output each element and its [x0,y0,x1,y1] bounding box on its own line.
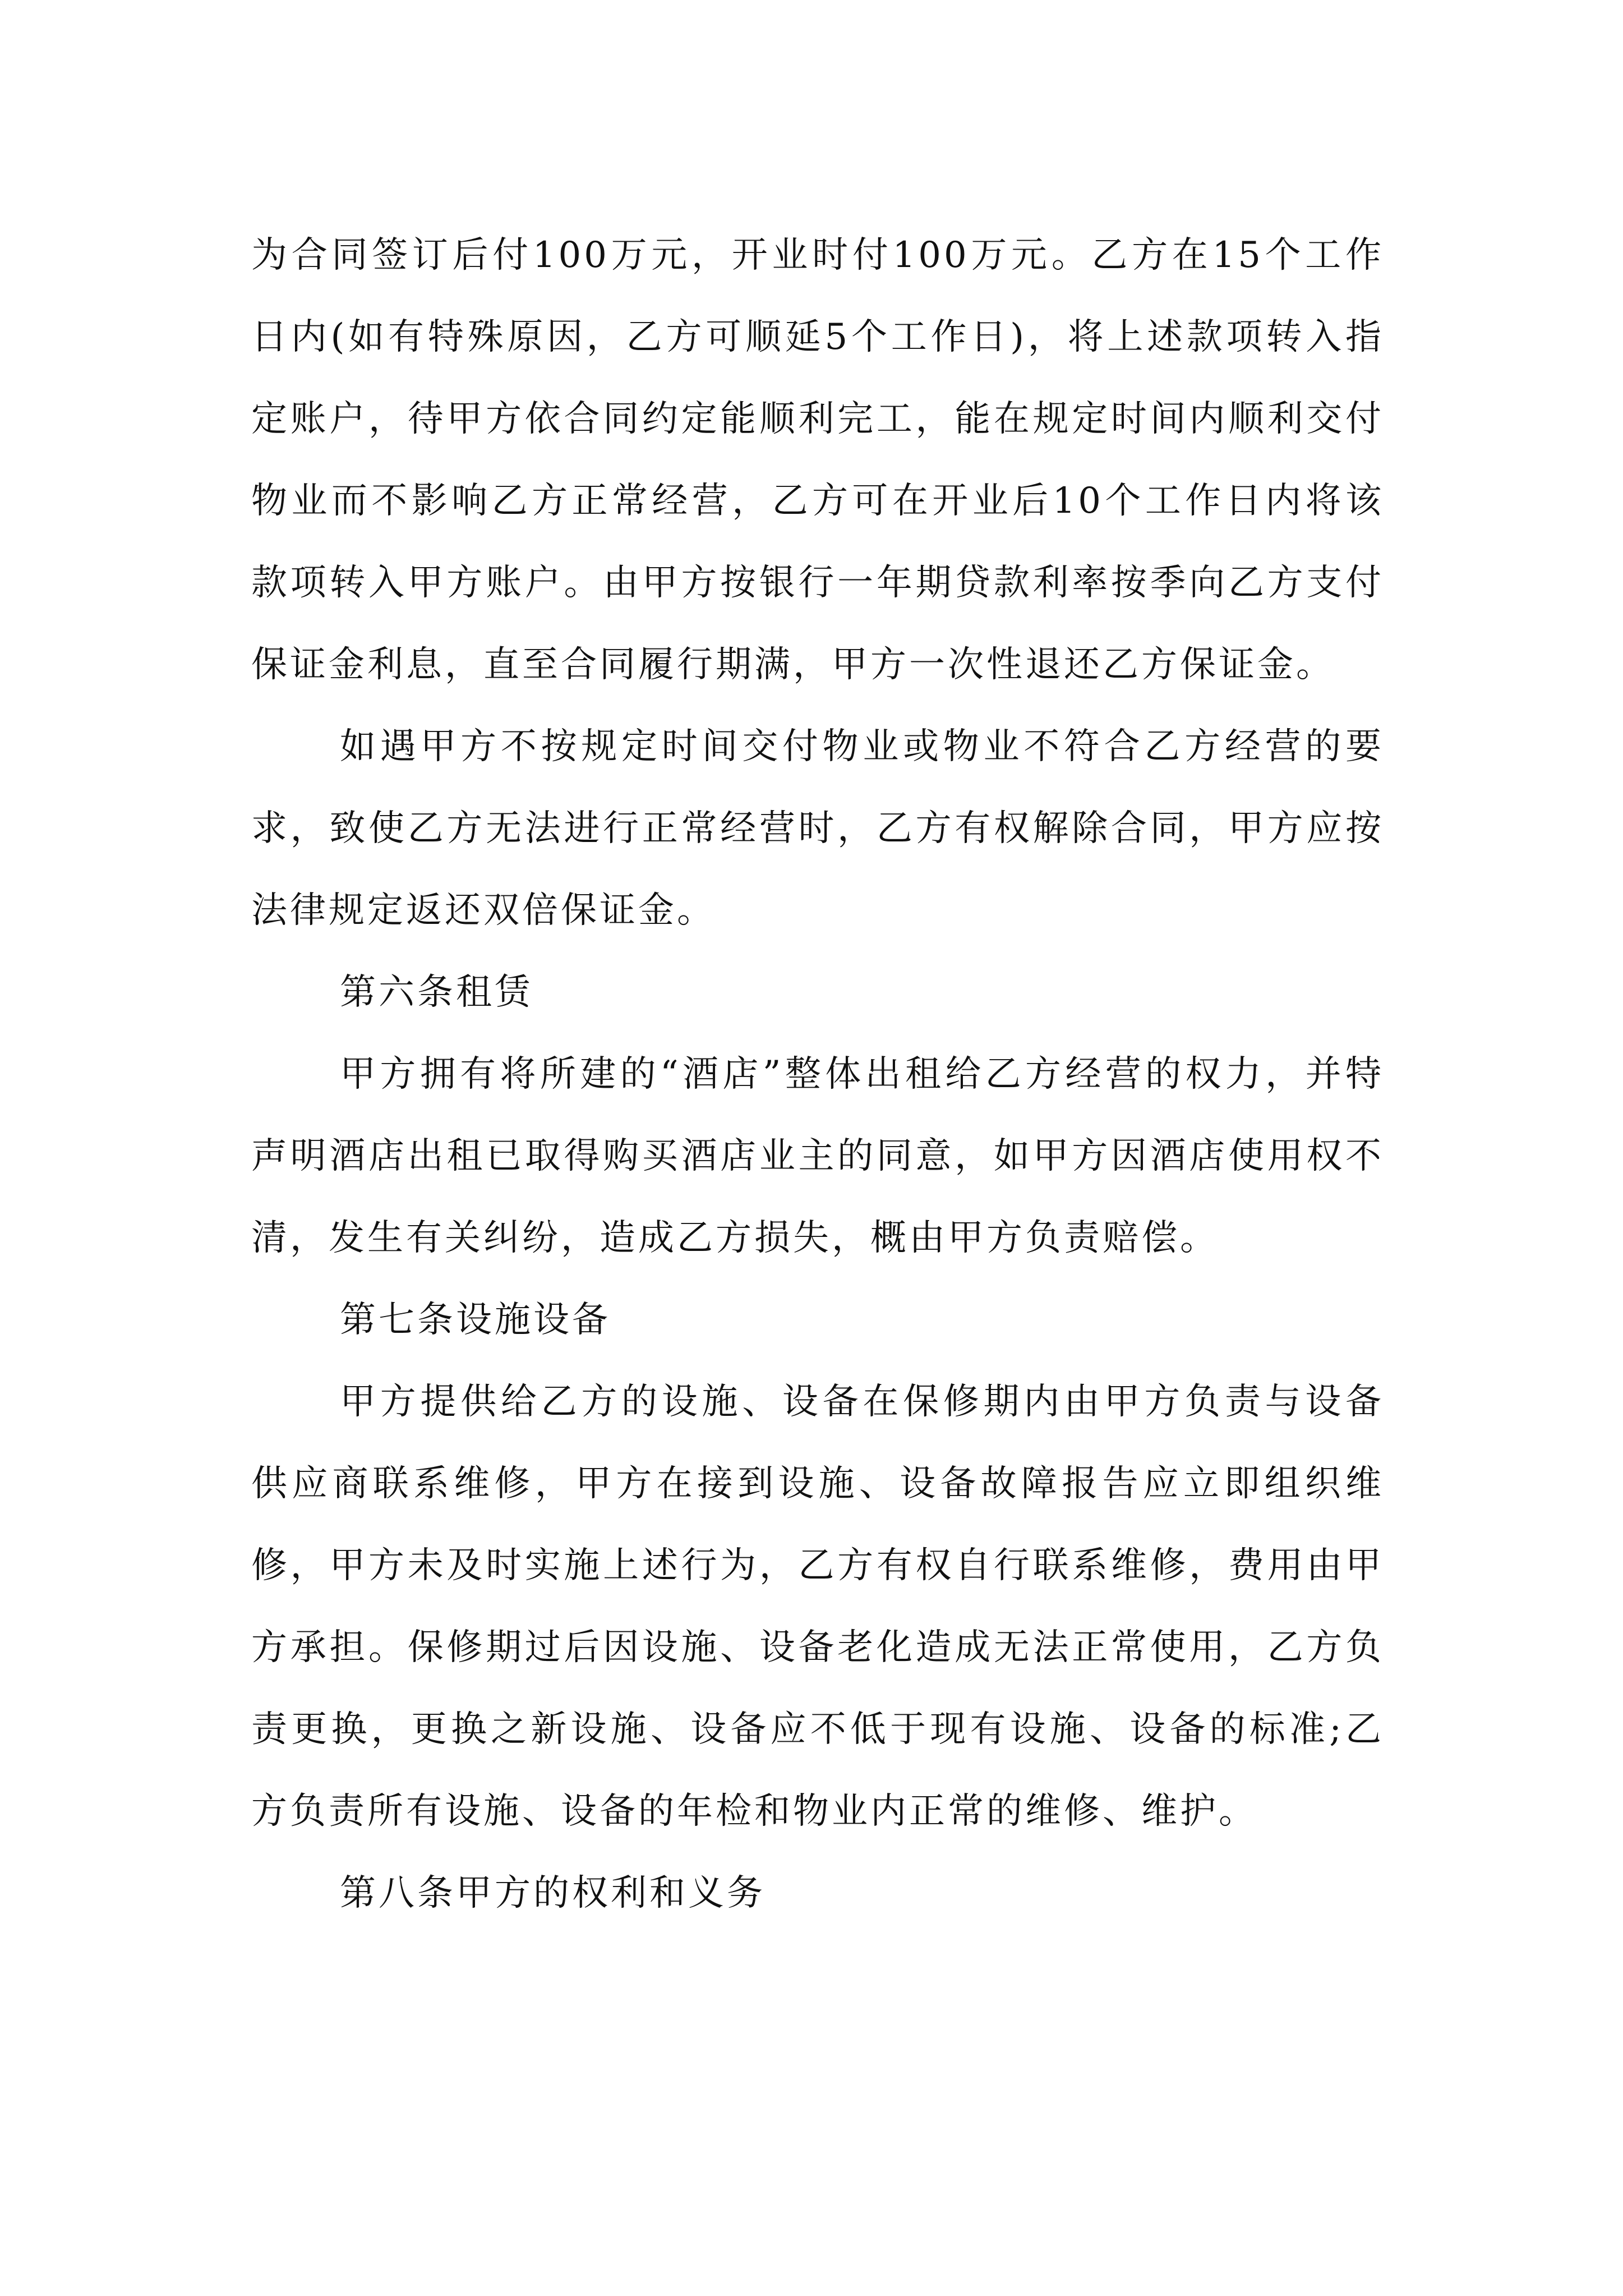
paragraph-facilities: 甲方提供给乙方的设施、设备在保修期内由甲方负责与设备供应商联系维修，甲方在接到设施、设备故障报告应立即组织维修，甲方未及时实施上述行为，乙方有权自行联系维修，费用由甲方承担。保修期过后因设施、设备老化造成无法正常使用，乙方负责更换，更换之新设施、设备应不低于现有设施、设备的标准;乙方负责所有设施、设备的年检和物业内正常的维修、维护。 [251,1381,1384,1832]
heading-article-8: 第八条甲方的权利和义务 [340,1872,766,1914]
heading-article-7: 第七条设施设备 [340,1299,611,1341]
paragraph-lease: 甲方拥有将所建的“酒店”整体出租给乙方经营的权力，并特声明酒店出租已取得购买酒店业主的同意，如甲方因酒店使用权不清，发生有关纠纷，造成乙方损失，概由甲方负责赔偿。 [251,1053,1384,1259]
paragraph-double-deposit: 如遇甲方不按规定时间交付物业或物业不符合乙方经营的要求，致使乙方无法进行正常经营时，乙方有权解除合同，甲方应按法律规定返还双倍保证金。 [251,726,1384,931]
document-body [251,214,1384,1934]
heading-article-6: 第六条租赁 [340,972,533,1013]
paragraph-deposit-terms: 为合同签订后付100万元，开业时付100万元。乙方在15个工作日内(如有特殊原因，乙方可顺延5个工作日)，将上述款项转入指定账户，待甲方依合同约定能顺利完工，能在规定时间内顺利交付物业而不影响乙方正常经营，乙方可在开业后10个工作日内将该款项转入甲方账户。由甲方按银行一年期贷款利率按季向乙方支付保证金利息，直至合同履行期满，甲方一次性退还乙方保证金。 [251,234,1384,685]
